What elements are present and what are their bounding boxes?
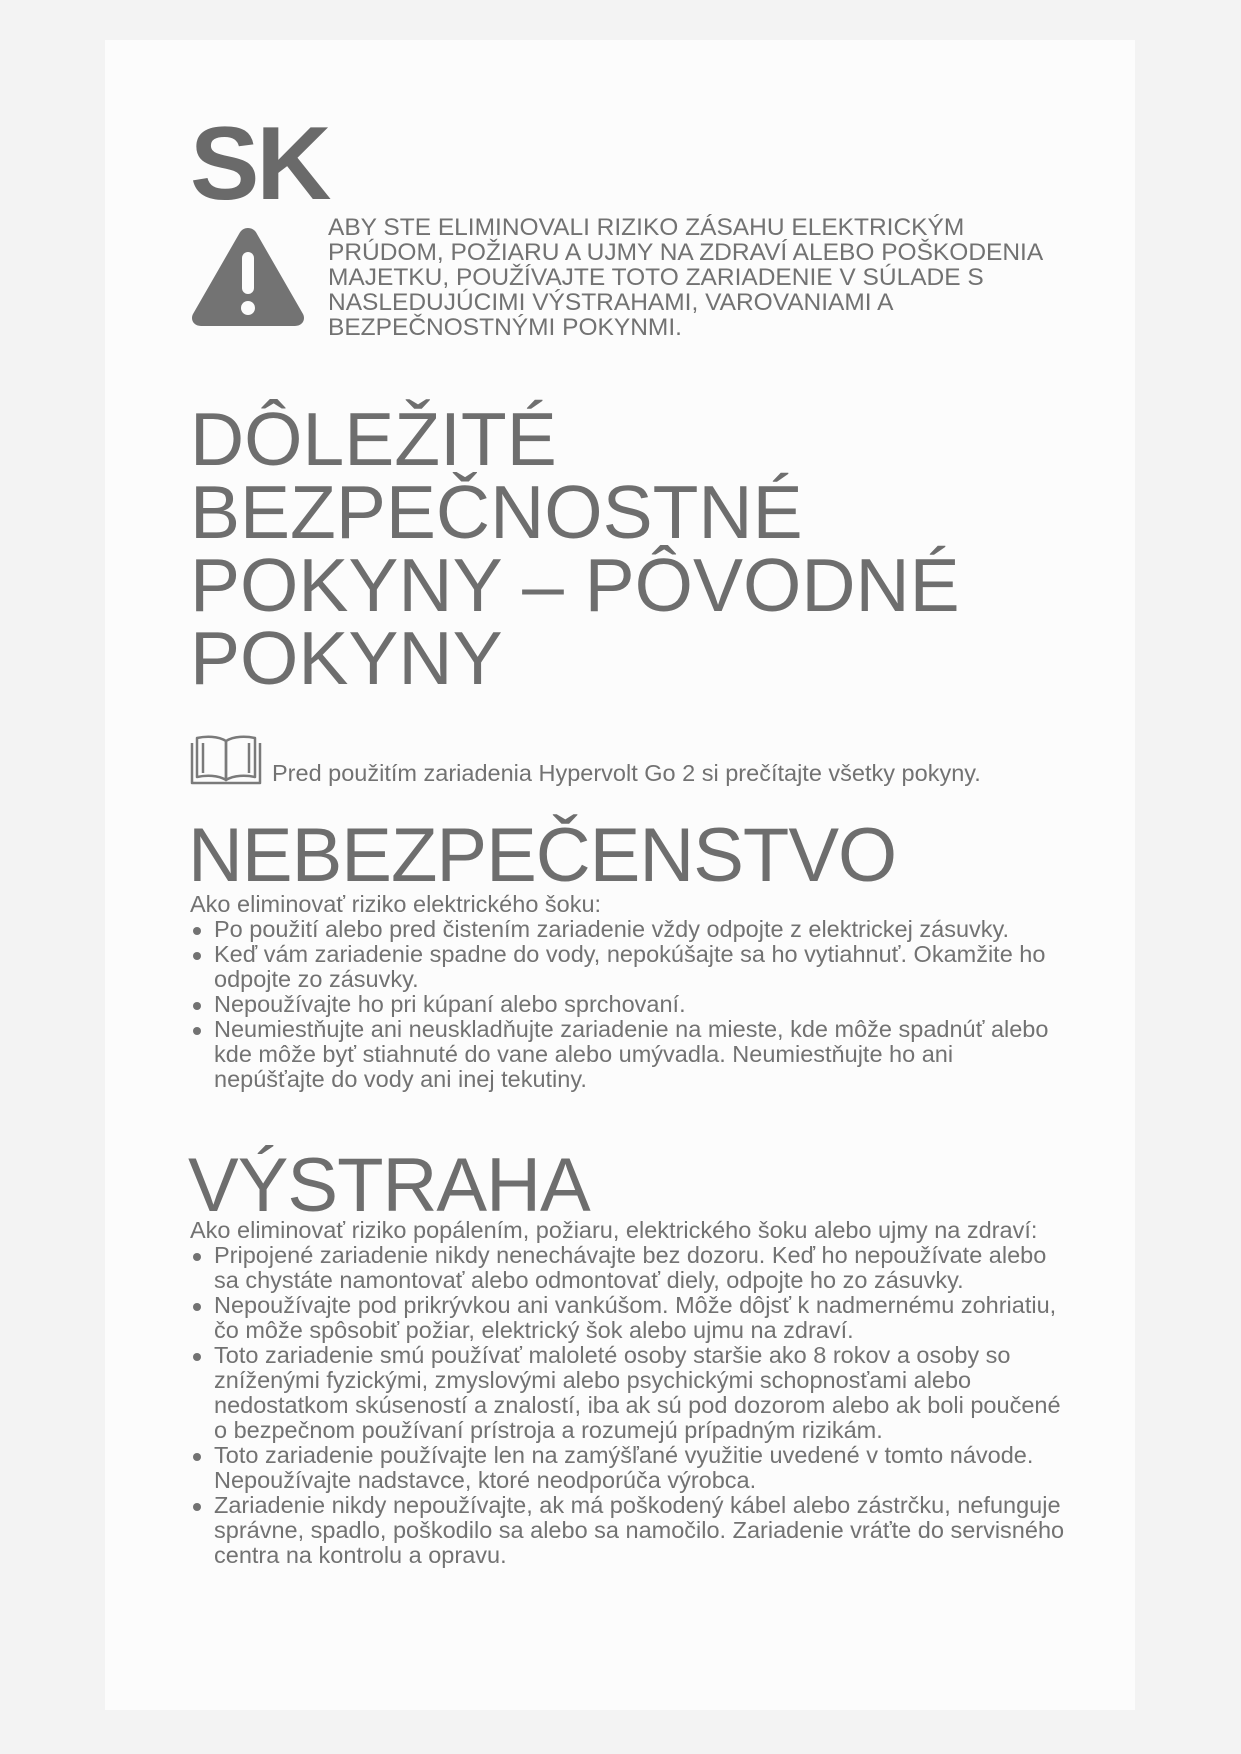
list-item: Zariadenie nikdy nepoužívajte, ak má poškodený kábel alebo zástrčku, nefunguje správne, spadlo, poškodilo sa alebo sa namočilo. Zariadenie vráťte do servisného centra na kontrolu a opravu.	[190, 1493, 1070, 1568]
warning-heading: VÝSTRAHA	[188, 1143, 590, 1228]
list-item: Pripojené zariadenie nikdy nenechávajte bez dozoru. Keď ho nepoužívate alebo sa chystáte namontovať alebo odmontovať diely, odpojte ho zo zásuvky.	[190, 1243, 1070, 1293]
danger-heading: NEBEZPEČENSTVO	[188, 813, 897, 898]
warning-section	[190, 1218, 1070, 1568]
open-book-icon	[188, 733, 264, 785]
list-item: Po použití alebo pred čistením zariadenie vždy odpojte z elektrickej zásuvky.	[190, 917, 1070, 942]
safety-warning-statement: ABY STE ELIMINOVALI RIZIKO ZÁSAHU ELEKTRICKÝM PRÚDOM, POŽIARU A UJMY NA ZDRAVÍ ALEBO POŠKODENIA MAJETKU, POUŽÍVAJTE TOTO ZARIADENIE V SÚLADE S NASLEDUJÚCIMI VÝSTRAHAMI, VAROVANIAMI A BEZPEČNOSTNÝMI POKYNMI.	[328, 214, 1042, 341]
danger-section	[190, 892, 1070, 1092]
language-code: SK	[190, 106, 329, 222]
warning-list	[190, 1243, 1070, 1568]
page-title: DÔLEŽITÉ BEZPEČNOSTNÉ POKYNY – PÔVODNÉ POKYNY	[190, 397, 960, 700]
list-item: Toto zariadenie smú používať maloleté osoby staršie ako 8 rokov a osoby so zníženými fyzickými, zmyslovými alebo psychickými schopnosťami alebo nedostatkom skúseností a znalostí, iba ak sú pod dozorom alebo ak boli poučené o bezpečnom používaní prístroja a rozumejú prípadným rizikám.	[190, 1343, 1070, 1443]
list-item: Neumiestňujte ani neuskladňujte zariadenie na mieste, kde môže spadnúť alebo kde môže byť stiahnuté do vane alebo umývadla. Neumiestňujte ho ani nepúšťajte do vody ani inej tekutiny.	[190, 1017, 1070, 1092]
warning-triangle-icon	[188, 222, 308, 328]
list-item: Nepoužívajte ho pri kúpaní alebo sprchovaní.	[190, 992, 1070, 1017]
warning-intro: Ako eliminovať riziko popálením, požiaru, elektrického šoku alebo ujmy na zdraví:	[190, 1217, 1038, 1243]
list-item: Keď vám zariadenie spadne do vody, nepokúšajte sa ho vytiahnuť. Okamžite ho odpojte zo zásuvky.	[190, 942, 1070, 992]
list-item: Toto zariadenie používajte len na zamýšľané využitie uvedené v tomto návode. Nepoužívajte nadstavce, ktoré neodporúča výrobca.	[190, 1443, 1070, 1493]
read-instructions-note: Pred použitím zariadenia Hypervolt Go 2 si prečítajte všetky pokyny.	[272, 760, 981, 786]
danger-list	[190, 917, 1070, 1092]
list-item: Nepoužívajte pod prikrývkou ani vankúšom. Môže dôjsť k nadmernému zohriatiu, čo môže spôsobiť požiar, elektrický šok alebo ujmu na zdraví.	[190, 1293, 1070, 1343]
danger-intro: Ako eliminovať riziko elektrického šoku:	[190, 891, 602, 917]
